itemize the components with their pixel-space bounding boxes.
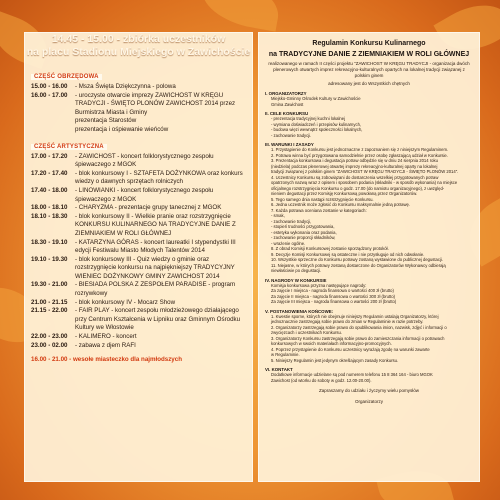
schedule-time: 21.15 - 22.00 <box>31 307 68 315</box>
regulations-title: Regulamin Konkursu Kulinarnego <box>312 40 426 47</box>
headline-line-1: 14.45 - 15.00 - zbiórka uczestników <box>51 33 226 45</box>
program-panel <box>24 32 253 482</box>
regulation-line: Za zajęcie III miejsca - nagroda finansowa o wartości 200 zł (brutto) <box>271 299 397 304</box>
regulation-line: nieniem degustacji przez Komisję Konkursową powołaną przez Organizatorów. <box>271 191 418 196</box>
regulation-line: - zachowanie tradycji, <box>271 218 312 224</box>
regulation-line: 3. Prezentacja konkursowa i degustacja potraw odbędzie się w dniu 24 sierpnia 2014 roku <box>271 158 438 163</box>
schedule-description: prezentacja i ośpiewanie wieńców <box>75 125 169 133</box>
schedule-time: 17.40 - 18.00 <box>31 186 68 194</box>
schedule-description: - Msza Święta Dziękczynna - polowa <box>75 83 176 90</box>
schedule-time: 18.00 - 18.10 <box>31 204 68 212</box>
schedule-description: - BIESIADA POLSKA Z ZESPOŁEM PARADISE - program rozrywkowy <box>75 281 236 298</box>
regulation-line: 7. Każda potrawa oceniana zostanie w kategoriach: <box>271 207 367 213</box>
regulation-line: 11. Niejasne, w których potrawy zostaną dostarczone do Organizatorów Wykonawcy odbierają <box>271 262 446 268</box>
schedule-row <box>31 170 246 187</box>
schedule-description: - KATARZYNA GÓRAS - koncert laureatki I stypendystki III edycji Festiwalu Miasto Młodych Talentów 2014 <box>75 238 236 255</box>
schedule-row <box>31 342 246 351</box>
regulation-line: 1. Kwestie sporne, których nie obejmuje niniejszy Regulamin ustalają Organizatorzy, której <box>271 313 439 319</box>
regulation-line: - wymiana doświadczeń i przepisów kulinarnych, <box>271 121 362 127</box>
schedule-description: - blok konkursowy III - Quiz wiedzy o gminie oraz rozstrzygnięcie konkursu na najpiękniejszy TRADYCYJNY WIENIEC DOŻYNKOWY GMINY ZAWICHOST 2014 <box>75 255 235 280</box>
regulation-line: konkursowych w swoich materiałach informacyjno-promocyjnych. <box>271 341 392 346</box>
schedule-row <box>31 117 246 126</box>
regulations-signature: Organizatorzy <box>354 399 383 404</box>
schedule-time <box>31 126 75 135</box>
regulations-invite: Zapraszamy do udziału i życzymy wielu pomysłów <box>318 388 420 393</box>
regulation-line: 4. Poprzez przystąpienie do Konkursu uczestnicy wyrażają zgodę na warunki zawarte <box>271 346 430 352</box>
regulation-line: 1. Przystąpienie do Konkursu jest jednoznaczne z zapoznaniem się z niniejszym Regulaminem. <box>271 147 449 152</box>
regulation-section-heading: III. WARUNKI I ZASADY <box>265 142 314 147</box>
schedule-row <box>31 204 246 213</box>
schedule-row <box>31 83 246 92</box>
regulation-section <box>265 278 473 305</box>
regulation-section-heading: IV. NAGRODY W KONKURSIE <box>265 277 327 283</box>
artistic-section <box>31 135 246 365</box>
schedule-row <box>31 333 246 342</box>
regulation-line: - prezentacja tradycyjnej kuchni lokalnej <box>271 116 346 121</box>
regulation-line: Gmina Zawichost <box>271 101 304 107</box>
regulation-line: 9. Decyzje Komisji Konkursowej są ostateczne i nie przysługuje od nich odwołanie. <box>271 251 425 257</box>
schedule-description: - LINOWIANKI - koncert folklorystycznego zespołu śpiewaczego z MGOK <box>75 186 214 203</box>
regulation-line: w Regulaminie. <box>271 352 300 357</box>
schedule-time: 15.00 - 16.00 <box>31 83 68 90</box>
regulation-section-heading: V. POSTANOWIENIA KOŃCOWE: <box>265 308 334 314</box>
schedule-row <box>31 153 246 170</box>
regulation-line: tradycji związanej z polskim ginem "ZAWICHOST W KRĘGU TRADYCJI - ŚWIĘTO PLONÓW 2014". <box>271 169 459 174</box>
schedule-row <box>31 307 246 333</box>
schedule-time: 18.10 - 18.30 <box>31 212 68 220</box>
regulation-line: Dodatkowe informacje udzielane są pod numerem telefonu 15 8 364 164 - biuro MGOK <box>271 372 433 377</box>
regulation-line: 2. Potrawa winna być przygotowana samodzielnie przez osobę zgłaszającą udział w Konkursie. <box>271 152 448 158</box>
regulation-line: opatrzonych nazwą wraz z opisem i sposobem podania (składniki - w sposób wykonania) na miejsce <box>271 180 458 185</box>
schedule-row <box>31 281 246 298</box>
schedule-time: 19.10 - 19.30 <box>31 255 68 263</box>
schedule-description: - FAIR PLAY - koncert zespołu młodzieżowego działającego przy Centrum Kształcenia w Lipniku oraz Gminnym Ośrodku Kultury we Włostowie <box>75 307 241 332</box>
official-section-title: CZĘŚĆ OBRZĘDOWA <box>31 74 102 80</box>
regulation-line: Zawichost (od wtorku do soboty w godz. 12.00-20.00). <box>271 377 372 383</box>
regulation-line: 5. Niniejszy Regulamin jest jedynym określającym zasady Konkursu. <box>271 357 399 363</box>
regulation-section <box>265 309 473 364</box>
regulation-line: niewłaściwie po degustacji. <box>271 268 322 273</box>
regulation-line: jednoznacznie zastrzegają sobie prawo do zmian w Regulaminie w razie potrzeby. <box>271 319 424 324</box>
schedule-row <box>31 239 246 256</box>
assembly-headline <box>25 33 252 59</box>
schedule-row <box>31 92 246 118</box>
regulations-subtitle: na TRADYCYJNE DANIE Z ZIEMNIAKIEM W ROLI GŁÓWNEJ <box>268 51 470 58</box>
regulation-line: - zachowanie tradycji. <box>271 132 312 138</box>
regulation-line: Komisja konkursowa przyzna następujące nagrody: <box>271 282 367 288</box>
regulation-line: 10. Wszystkie sprzeczne do Konkursu potrawy zostaną wystawione do publicznej degustacji. <box>271 257 444 262</box>
schedule-time: 19.30 - 21.00 <box>31 281 68 289</box>
regulation-section <box>265 91 473 107</box>
schedule-row <box>31 126 246 135</box>
regulations-audience: adresowany jest do Wszystkich chętnych <box>328 81 410 86</box>
regulations-intro: realizowanego w ramach II części projektu "ZAWICHOST W KRĘGU TRADYCJI - organizacja dwóch plenerowych otwartych imprez rekreacyjno-kulturalnych opartych na lokalnej tradycji związanej z polskim ginem <box>268 61 470 78</box>
regulation-line: - estetyka wykonania oraz podania, <box>271 229 337 235</box>
schedule-description: - blok konkursowy IV - Mocarz Show <box>75 298 176 306</box>
regulation-line: 5. Tego samego dnia nastąpi rozstrzygnięcie Konkursu. <box>271 196 374 202</box>
regulation-line: 3. Organizatorzy Konkursu zastrzegają sobie prawo do zamieszczania informacji o potrawach <box>271 335 445 341</box>
regulation-section-heading: VI. KONTAKT <box>265 367 293 372</box>
schedule-time: 16.00 - 17.00 <box>31 91 68 99</box>
schedule-row <box>31 187 246 204</box>
schedule-description: - CHARYZMA - prezentacje grupy tanecznej z MGOK <box>75 204 222 212</box>
headline-line-2: na placu Stadionu Miejskiego w Zawichoście <box>26 46 251 58</box>
schedule-time: 23.00 - 02.00 <box>31 341 68 349</box>
regulation-line: zwycięzcach i uczestnikach Konkursu. <box>271 330 342 335</box>
schedule-description: - uroczyste otwarcie imprezy ZAWICHOST W KRĘGU TRADYCJI - ŚWIĘTO PLONÓW ZAWICHOST 2014 przez Burmistrza Miasta i Gminy <box>75 91 236 116</box>
schedule-description: - zabawa z djem RAFI <box>75 341 136 349</box>
schedule-row <box>31 256 246 282</box>
regulation-line: 4. Uczestnicy Konkursu są zobowiązani do dostarczenia wszelkiej przygotowanych potraw <box>271 174 439 180</box>
regulation-line: 8. Z obrad Komisji Konkursowej zostanie sporządzony protokół. <box>271 246 389 251</box>
schedule-time: 22.00 - 23.00 <box>31 333 68 341</box>
schedule-description: - ZAWICHOST - koncert folklorystycznego zespołu śpiewaczego z MGOK <box>75 152 214 169</box>
schedule-description: - blok konkursowy I - SZTAFETA DOŻYNKOWA oraz konkurs wiedzy o dawnych sprzętach rolniczych <box>75 169 243 186</box>
regulation-line: - smak, <box>271 213 285 218</box>
regulation-line: Za zajęcie II miejsca - nagroda finansowa o wartości 300 zł (brutto) <box>271 293 396 299</box>
regulation-line: (niedziela) podczas plenerowej otwartej imprezy rekreacyjno-kulturalnej oparty na lokalnej <box>271 163 438 169</box>
schedule-row <box>31 299 246 308</box>
regulation-line: Miejsko-Gminny Ośrodek Kultury w Zawichoście <box>271 96 361 101</box>
regulation-section-heading: II. CELE KONKURSU <box>265 111 309 116</box>
regulation-section <box>265 142 473 274</box>
regulation-line: oficjalnego rozstrzygnięcia Konkursu o godz. 17.00 (do namiotu organizacyjnego), z uwzględ- <box>271 185 445 191</box>
regulation-section <box>265 367 473 383</box>
schedule-time: 21.00 - 21.15 <box>31 298 68 306</box>
regulation-line: - wrażenie ogólne. <box>271 240 306 246</box>
schedule-description: prezentacja Starostów <box>75 117 137 125</box>
regulation-line: - zachowanie proporcji składników, <box>271 235 336 240</box>
schedule-time: 17.20 - 17.40 <box>31 169 68 177</box>
regulation-line: 6. Jedna uczestnik może zgłosić do Konkursu maksymalnie jedną potrawę. <box>271 202 410 207</box>
regulation-line: Za zajęcie I miejsca - nagroda finansowa o wartości 400 zł (brutto) <box>271 288 394 293</box>
artistic-section-title: CZĘŚĆ ARTYSTYCZNA <box>31 144 107 150</box>
funfair-note: 16.00 - 21.00 - wesołe miasteczko dla najmłodszych <box>31 356 182 364</box>
schedule-row <box>31 213 246 239</box>
schedule-time: 18.30 - 19.10 <box>31 238 68 246</box>
schedule-time: 17.00 - 17.20 <box>31 152 68 160</box>
leaf-decoration <box>197 0 284 32</box>
regulation-line: 2. Organizatorzy zastrzegają sobie prawo do opublikowania imion, nazwisk, zdjęć i informacji o <box>271 324 447 330</box>
regulations-panel <box>258 32 480 482</box>
regulation-section <box>265 111 473 138</box>
schedule-time <box>31 117 75 126</box>
schedule-description: - KALIMERO - koncert <box>75 333 137 341</box>
regulation-line: - budowa więzi wewnątrz społeczności lokalnych, <box>271 127 363 132</box>
regulation-section-heading: I. ORGANIZATORZY <box>265 91 307 96</box>
official-section <box>31 65 246 135</box>
regulation-line: - stopień trudności przygotowania, <box>271 224 335 229</box>
schedule-description: - blok konkursowy II - Wielkie pranie oraz rozstrzygnięcie KONKURSU KULINARNEGO NA TRADYCYJNE DANIE Z ZIEMNIAKIEM W ROLI GŁÓWNEJ <box>75 212 236 237</box>
